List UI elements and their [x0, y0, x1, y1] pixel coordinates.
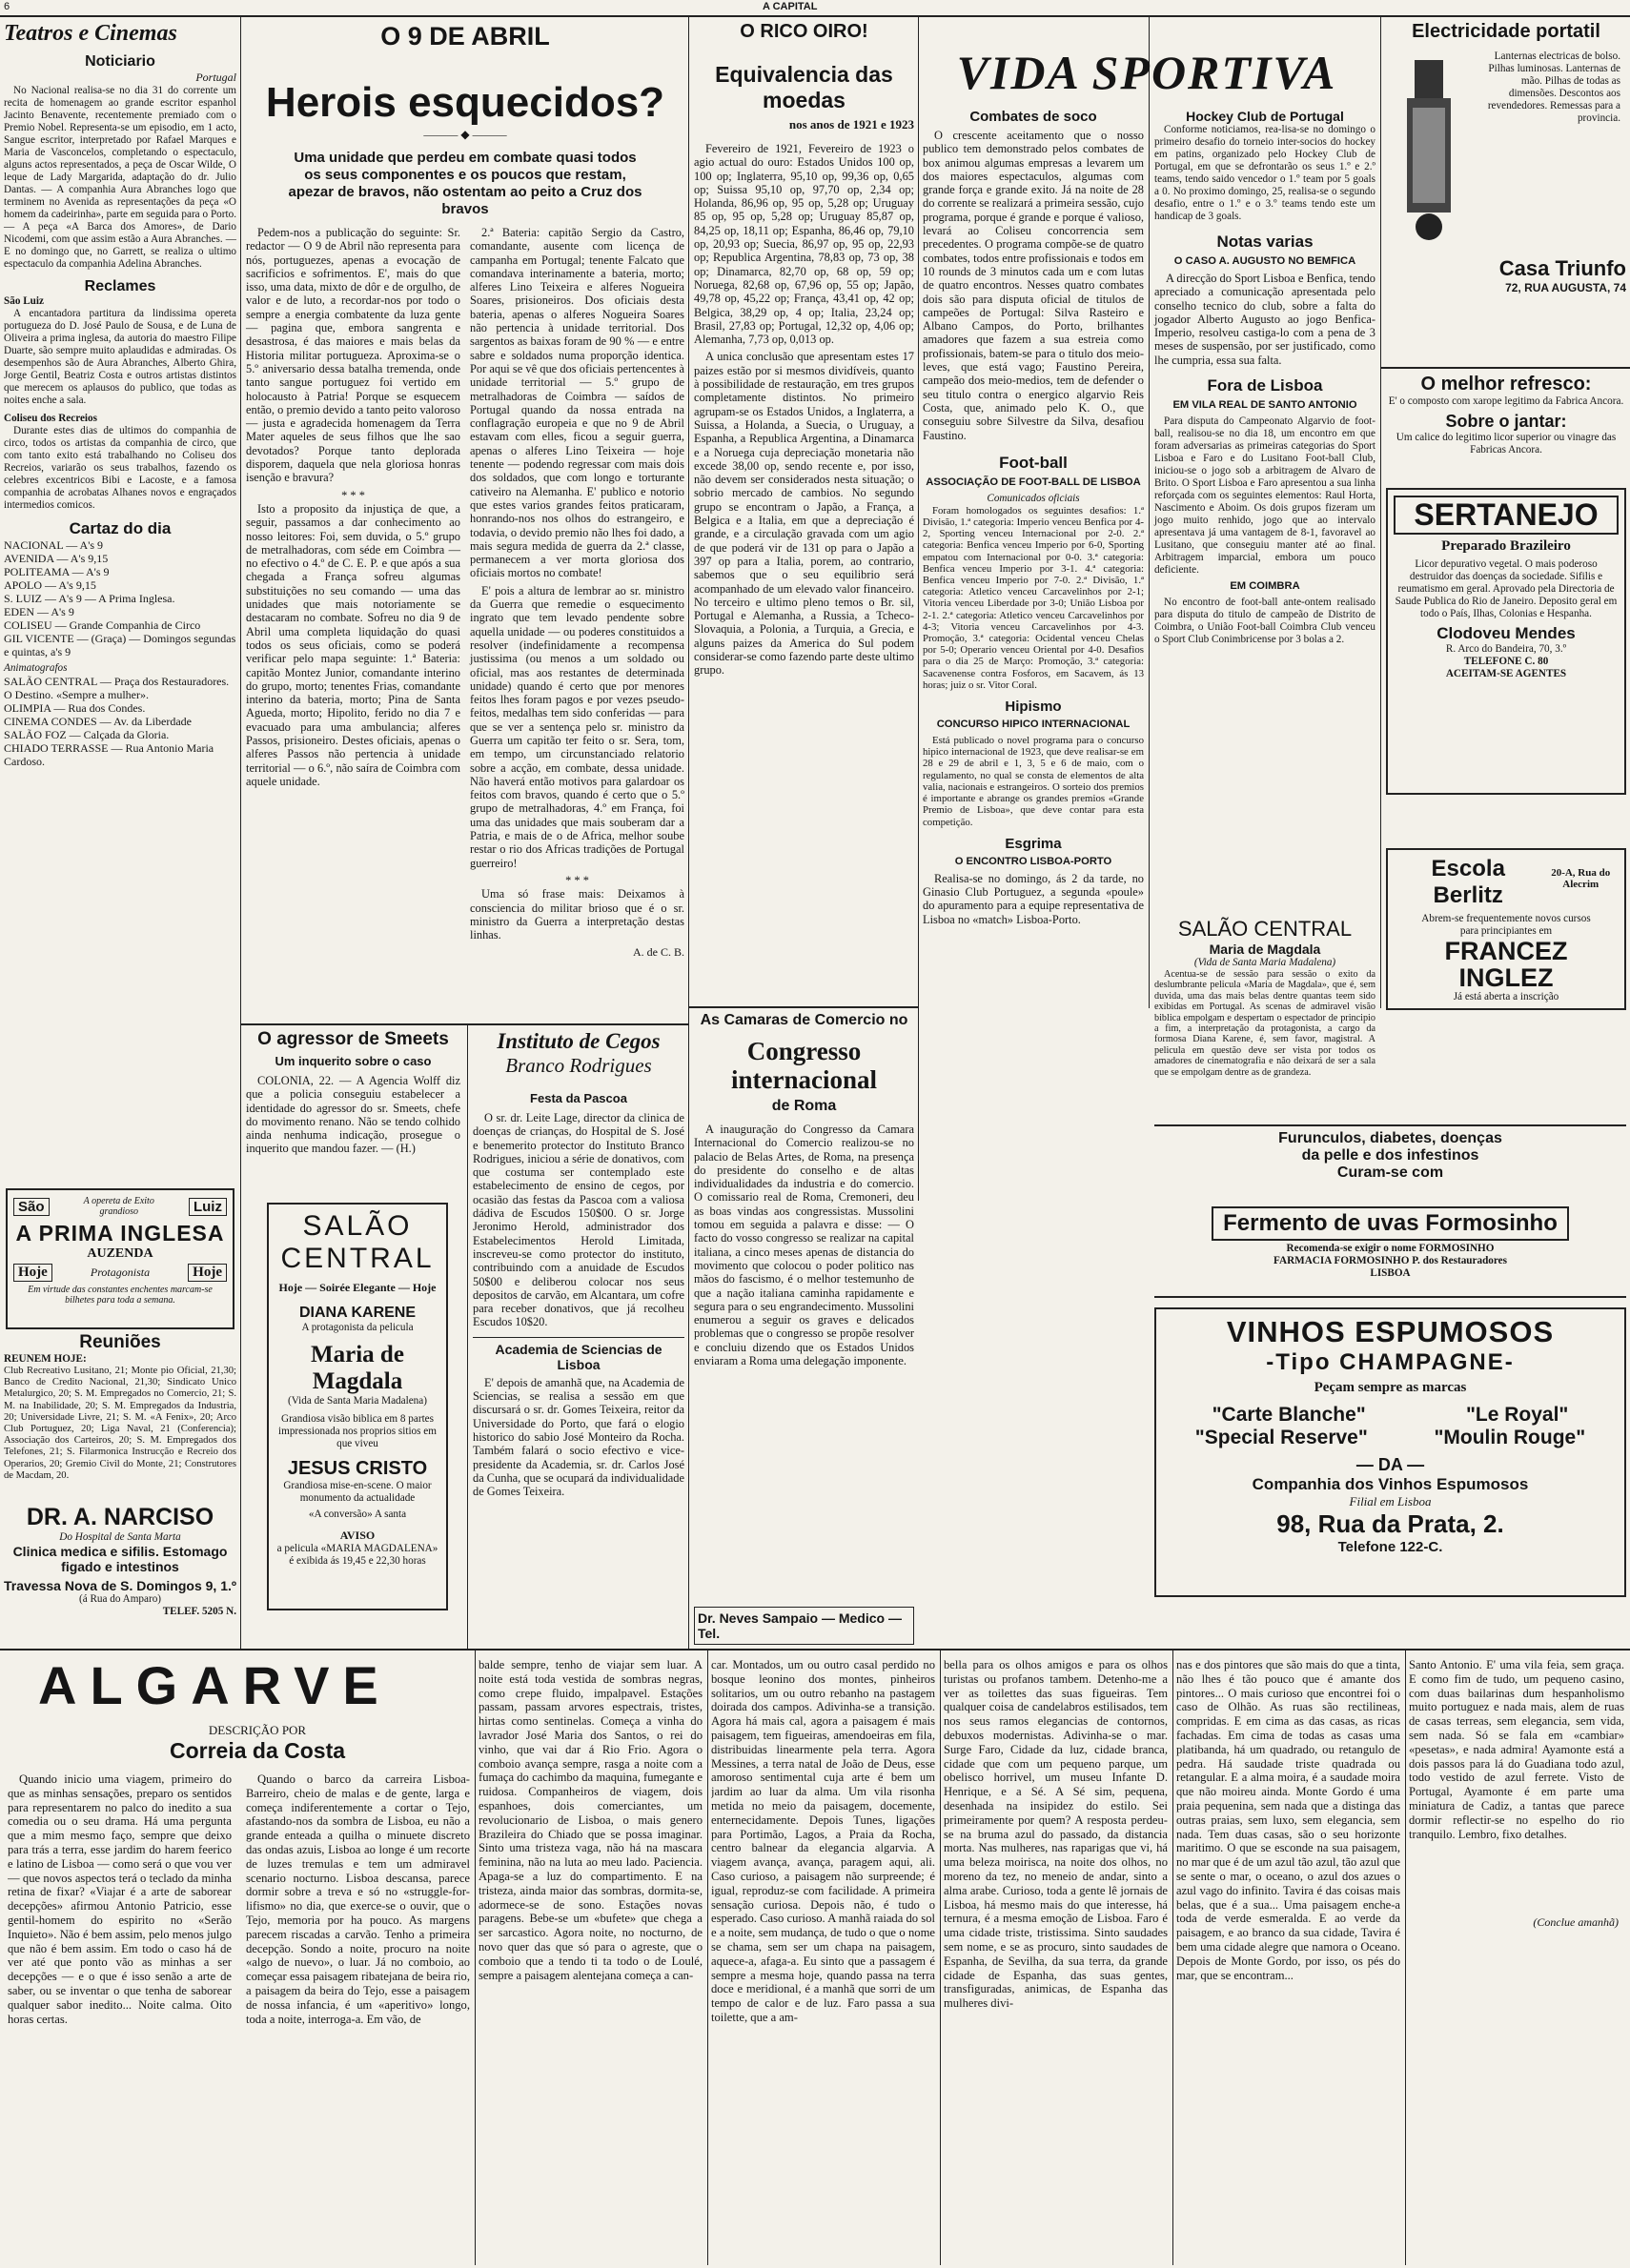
article-camaras — [694, 1012, 914, 1645]
section-title-theatres: Teatros e Cinemas — [4, 21, 177, 46]
algarve-col7: Santo Antonio. E' uma vila feia, sem graça. E como fim de tudo, um pequeno casino, com duas bailarinas dum hespanholismo muito portuguez e nada mais, alem de ruas de casas terreas, sem elegancia, sem vida, sem nada. Só se fala em «cambiar» «pesetas», e nada admira! Ayamonte está a dois passos para lá do Guadiana todo azul, todo vestido de azul ferrete. Visto de Portugal, Ayamonte é em parte uma miniatura de Cadiz, a tantas que parece dormir reflectir-se no espelho do rio tranquilo. Lembro, fixo detalhes. — [1409, 1658, 1624, 1841]
ad-vinhos-tel: Telefone 122-C. — [1337, 1539, 1443, 1555]
algarve-title: ALGARVE — [38, 1655, 392, 1715]
ad-vinhos-brand4: "Moulin Rouge" — [1434, 1427, 1586, 1448]
algarve-col2: Quando o barco da carreira Lisboa-Barreiro, cheio de malas e de gente, larga e começa indiferentemente a cortar o Tejo, afastando-nos da sombra de Lisboa, eu não a grande enteada a quilha o minuete discreto das ondas azuis, Lisboa ao longe é um recorte de luzes tremulas e tem um admiravel scenario nocturno. Lisboa descansa, parece dormir sobre a treva e só no «struggle-for-lifismo» no dia, que exerce-se o ouvir, que o Tejo, memoria por ha pouco. As margens parecem riscadas a carvão. Tenho a primeira decepção. Sondo a noite, procuro na noite «algo de nuevo», o luar. Já no comboio, ao começar essa paisagem ribatejana de beira rio, a paisagem da beira do Tejo, esse a paisagem de nossa infancia, é um «aperitivo» longo, toda a noite, interroga-a. Em vão, de — [246, 1772, 470, 2026]
smeets-body: COLONIA, 22. — A Agencia Wolff diz que a policia conseguiu estabelecer a identidade do agressor do sr. Smeets, chefe do movimento renano. Não se tendo colhido ainda nenhuma indicação, prosegue o inquerito que mandou fazer. — (H.) — [246, 1074, 460, 1156]
herois-stars: * * * — [341, 488, 365, 502]
notas-body: A direcção do Sport Lisboa e Benfica, tendo apreciado a comunicação apresentada pelo conselho tecnico do club, sobre a falta do jogador Alberto Augusto ao jogo Benfica-Imperio, resolveu castiga-lo com a pena de 3 meses de suspensão, por ser justificado, como lhe cumpria, essa sua falta. — [1154, 272, 1375, 367]
herois-body1: Pedem-nos a publicação do seguinte: Sr. redactor — O 9 de Abril não representa para nós, portuguezes, apenas a evocação de sacrificios e sofrimentos. E', mais do que isso, uma data, mixto de dôr e de orgulho, de valor e de luto, a recordar-nos por todo o sempre a energia combatente da luza gente — pagina que, embora sangrenta e desastrosa, é das maiores e mais belas da Historia militar portugueza. Aproxima-se o 5.º aniversario dessa batalha tremenda, onde tanto sangue portuguez foi vertido em holocausto à Patria! Porque se esquecem então, o premio devido a tanto peito valoroso — justa e agradecida homenagem da Terra Mater aqueles de seus filhos que lhe sao devotados? Porque tanto deplorada disporem, daquela que nela gloriosa honras isenção e bravura? — [246, 226, 460, 485]
instituto-heading: Instituto de Cegos — [497, 1029, 661, 1053]
article-instituto — [473, 1029, 684, 1645]
ad-sertanejo-tel: TELEFONE C. 80 — [1463, 656, 1549, 667]
ad-sertanejo-brand: Clodoveu Mendes — [1436, 624, 1576, 642]
cartaz-item: AVENIDA — A's 9,15 — [4, 552, 109, 565]
ad-refresco — [1386, 374, 1626, 480]
reclames-heading: Reclames — [84, 278, 156, 294]
coliseu-heading: Coliseu dos Recreios — [4, 413, 97, 424]
ad-opereta-note: A opereta de Exito grandioso — [83, 1196, 154, 1217]
noticiario-heading: Noticiario — [85, 53, 155, 70]
animatografos-list — [4, 675, 236, 768]
article-herois — [246, 21, 684, 1022]
moedas-headline: Equivalencia das moedas — [715, 62, 893, 112]
herois-body4: E' pois a altura de lembrar ao sr. ministro da Guerra que remedie o esquecimento ingrato que tem levado pendente sobre aquella unidade — ou poderes constituidos a resolver (indefinidamente a recompensa justissima (ou menos a um soldado ou oficial, mas aos restantes de determinada unidade) quando é certo que por menores feitos lhes foram pagos e por vezes pseudo-feitos, medalhas tem sido conferidas — para que se ver a sentença pelo sr. ministro da Guerra um capitão ter feito o sr. Sera, tom, em tempo, um circunstanciado relatorio sobre a acção, em combate, dessa unidade. Não haverá então motivos para galardoar os feitos com bravos, quando é certo que o 5.º grupo de metralhadoras, 4.º em França, foi uma das unidades que mais souberam dar a Patria, e mais de o de Africa, melhor soube restar o rio dos Africas tradições de Portugal guerreiro! — [470, 583, 684, 870]
ad-vinhos-ask: Peçam sempre as marcas — [1314, 1380, 1467, 1395]
cartaz-item: EDEN — A's 9 — [4, 605, 74, 618]
ad-furunculos-line2: da pelle e dos infestinos — [1301, 1147, 1479, 1164]
smeets-sub: Um inquerito sobre o caso — [275, 1054, 432, 1068]
soco-body: O crescente aceitamento que o nosso publico tem demonstrado pelos combates de box animou algumas empresas a levarem um dos maiores espectaculos, algumas com grande força e grande exito. Já na noite de 28 do corrente se realizará a primeira sessão, cujo programa, porque é grande e porque é valioso, levará ao Coliseu concorrencia sem precedentes. O programa compõe-se de quatro combates, todos entre profissionais e todos em 10 rounds de 3 minutos cada um e com lutas de quatro encontros. Nesses quatro combates dois são para disputa oficial de titulos de campeões de Portugal: Silva Rasteiro e Albano Campos, do Porto, brilhantes amadores que fazem a sua estreia como profissionais, batem-se para o titulo dos meio-leves, que está vago; Faustino Pereira, campeão dos meio-medios, tem de defender o seu titulo contra o energico algarvio Reis Costa, que, animado pelo K. O., que conseguiu sobre Silvestre da Silva, desafiou Faustino. — [923, 129, 1144, 442]
academia-heading: Academia de Sciencias de Lisboa — [473, 1337, 684, 1372]
ad-salao-film: Maria de Magdala — [311, 1342, 404, 1394]
algarve-author: Correia da Costa — [169, 1738, 346, 1763]
ad-refresco-title2: Sobre o jantar: — [1445, 412, 1567, 431]
notas-sub: O CASO A. AUGUSTO NO BEMFICA — [1173, 255, 1356, 267]
animatografo-item: SALÃO FOZ — Calçada da Gloria. — [4, 728, 170, 741]
camaras-place: de Roma — [771, 1098, 837, 1114]
herois-headline: Herois esquecidos? — [265, 79, 665, 126]
ad-berlitz-l2: para principiantes em — [1459, 925, 1553, 937]
ad-salao-conv: «A conversão» A santa — [308, 1509, 407, 1520]
ad-salao-star: DIANA KARENE — [298, 1305, 417, 1321]
reunioes-section — [4, 1332, 236, 1481]
ad-salao-title2: CENTRAL — [280, 1243, 435, 1274]
ad-fermento-city: LISBOA — [1370, 1267, 1411, 1279]
cartaz-item: POLITEAMA — A's 9 — [4, 565, 110, 578]
cartaz-item: S. LUIZ — A's 9 — A Prima Inglesa. — [4, 592, 175, 605]
herois-body2: Isto a proposito da injustiça de que, a seguir, passamos a dar conhecimento ao nosso leitores: Foi, sem duvida, o 5.º grupo de metralhadoras, com séde em Coimbra — no efectivo o 4.º de C. E. P. e que após a sua chegada a França sofreu algumas substituições no seu comando — uma das unidades que mais notoriamente se destacaram no combate. Sofreu no dia 9 de Abril uma completa liquidação do quasi todos os seus oficiais, como se poderá verificar pelo mapa seguinte: 1.ª Bateria: capitão Montez Junior, comandante interino do grupo, morto; tenentes Frias, comandante interino da bateria, morto; Pina de Santa Agueda, morto; Hipolito, ferido no dia 7 e evacuado para uma ambulancia; alferes Passos, prisioneiro. Destes oficiais, apenas o alferes Passos não pertencia à unidade territorial — o 6.º, não saíra de Coimbra com aquele unidade. — [246, 501, 460, 788]
ad-vinhos-brand3: "Special Reserve" — [1194, 1427, 1368, 1448]
soco-heading: Combates de soco — [969, 109, 1097, 125]
animatografos-heading: Animatografos — [4, 662, 68, 674]
football-body: Foram homologados os seguintes desafios: 1.ª Divisão, 1.ª categoria: Imperio venceu Benfica por 4-2, Sporting venceu Internacional por 2-0. 2.ª categoria: Benfica venceu Imperio por 6-0, Sporting empatou com Internacional por 0-0. 3.ª categoria: Benfica venceu Imperio por 3-1. 4.ª categoria: Benfica venceu Imperio por 7-0. 2.ª Divisão, 1.ª categoria: Atletico venceu Carcavelinhos por 2-1; Vitoria venceu Liberdade por 3-0; União Lisboa por 2-1. 2.ª categoria: Atletico venceu Carcavelinhos por 4-3; Vitoria venceu Carcavelinhos por 4-3. Promoção, 3.ª categoria: Ocidental venceu Chelas por 5-0; Operario venceu Oriental por 4-0. Desafios para o dia 25 de Março: Promoção, 3.ª categoria: Sacavenense contra Fosforos, em Sacavem, ás 13 horas; juiz o sr. Vitor Coral. — [923, 504, 1144, 691]
ad-elec-addr: 72, RUA AUGUSTA, 74 — [1505, 281, 1626, 294]
algarve-col3: balde sempre, tenho de viajar sem luar. A noite está toda vestida de sombras negras, como crepe fluido, impalpavel. Estações passam, passam arvores espectrais, tristes, hirtas como sentinelas. Começa a vinha do lavrador José Maria dos Santos, o rei do vinho, que vai dar á Rio Frio. Agora o comboio avança sempre, rasga a noite com a fumaça do cachimbo da maquina, fumegante e ruidosa. Companheiros de viagem, dois espanhoes, dois comerciantes, um revolucionario de Lisboa, o mais genero Brazileira do Chiado que se possa imaginar. Sinto uma tristeza vaga, não há na mascara feminina, não na luta ao meu lado. Paciencia. Apaga-se a luz do compartimento. E na tristeza, ainda maior das sombras, dormita-se, adormece-se de sono. Estações novas paragens. Bebe-se um «bufete» que chega a ser sarcastico. Agora noite, no nocturno, de novo quer das que só para o agreste, que o comboio que a tendo ti ta todo o de Loulé, sempre a paisagem alentejana começa a can- — [479, 1658, 703, 1982]
moedas-kicker: O RICO OIRO! — [740, 21, 868, 42]
ad-sertanejo-agents: ACEITAM-SE AGENTES — [1445, 668, 1567, 679]
ad-furunculos — [1154, 1124, 1626, 1206]
vida-sportiva-title: VIDA SPORTIVA — [956, 46, 1337, 99]
ad-elec-shop: Casa Triunfo — [1498, 256, 1626, 280]
ad-berlitz-addr: 20-A, Rua do Alecrim — [1551, 867, 1611, 890]
ad-vinhos-branch: Filial em Lisboa — [1349, 1494, 1432, 1509]
ad-salao-jesus-sub: Grandiosa mise-en-scene. O maior monumento da actualidade — [283, 1480, 432, 1504]
algarve-col6: nas e dos pintores que são mais do que a tinta, não lhes é tão pouco que é amante dos pintores... O mais curioso que encontrei foi o caso de Olhão. As ruas são rectilineas, compridas. E em cima as das casas, as ricas fachadas. Em cima de todas as casas uma platibanda, há um quadrado, ou retangulo de pedra. Há saudade triste quadrada ou retangular. E a alma moira, é a saudade moira que não moireu ainda. Monte Gordo é uma praia pequenina, sem nada que a distinga das outras praias, sem luxo, sem elegancia, sem nada. Tem duas casas, são o seu horizonte maritimo. O que se esconde na sua paisagem, no mar que é de um azul tão azul, tão azul que se sente o mar, o oceano, o azul dos azues o azul vago do infinito. Tavira é das coisas mais belas, que é a sua... Uma paisagem enche-a toda de verde esmeralda. E ao verde da paisagem, e ao branco da sua cidade, Tavira é bem uma cidade alegre que namora o Oceano. Depois de Monte Gordo, por isso, os pés do mar, que se encontram... — [1176, 1658, 1400, 1982]
page-number: 6 — [4, 1, 10, 12]
ad-berlitz-l3: Já está aberta a inscrição — [1453, 991, 1559, 1002]
instituto-body: O sr. dr. Leite Lage, director da clinica de doenças de crianças, do Hospital de S. José e benemerito protector do Instituto Branco Rodrigues, iniciou a série de donativos, com que costuma ser contemplado este estabelecimento de ensino de cegos, por ocasião das festas da Pascoa com a valiosa dádiva de Escudos 150$00. O sr. Jorge Jeronimo Herold, administrador dos Estabelecimentos Herold Limitada, inscreveu-se como protector do instituto, contribuindo com a anuidade de Escudos 50$00 e deliberou colocar nos seus depositos de carvão, em Alcantara, um cofre para receber donativos, que já recolheu Escudos 10$20. — [473, 1111, 684, 1329]
ad-narciso — [4, 1504, 236, 1645]
esgrima-sub: O ENCONTRO LISBOA-PORTO — [954, 855, 1112, 867]
animatografo-item: CHIADO TERRASSE — Rua Antonio Maria Cardoso. — [4, 741, 214, 768]
ad-sertanejo-addr: R. Arco do Bandeira, 70, 3.º — [1445, 643, 1567, 655]
animatografo-item: SALÃO CENTRAL — Praça dos Restauradores. O Destino. «Sempre a mulher». — [4, 675, 230, 701]
ad-neves-sampaio: Dr. Neves Sampaio — Medico — Tel. — [694, 1607, 914, 1645]
herois-col-a — [246, 226, 460, 960]
algarve-col5: bella para os olhos amigos e para os olhos turistas ou profanos tambem. Detenho-me a ver as toilettes das suas figueiras. Tem qualquer coisa de candelabros estilisados, tem nos seus ramos elegancias de contornos, debuxos modernistas. Adivinha-se o mar. Surge Faro, Cidade da luz, cidade branca, cidade que com um pequeno parque, um obelisco horrivel, um museu Infante D. Henrique, e a Sé. A Sé sim, pequena, desenhada na insipidez do estilo. Sei primeiramente por quem? A resposta perdeu-se na bruma azul do passado, da distancia morta. Nas mulheres, nas raparigas que vi, há uma beleza moirisca, na noite dos olhos, no moreno da tez, no meneio de andar, sinto a alma arabe. Curioso, toda a gente lê jornais de Lisboa, há mesmo mais do que interesse, há ternura, é a mesma emoção de Lisboa. Faro é uma cidade triste, tristissima. Sinto saudades sem nome, e se as procuro, sinto saudades de Espanha, de Sevilha, da sua terra, da grande cidade de Espanha, das suas gentes, transfiguradas, animicas, de Espanha das mulheres divi- — [944, 1658, 1168, 2011]
instituto-sub: Festa da Pascoa — [530, 1091, 627, 1105]
ad-sertanejo-body: Licor depurativo vegetal. O mais poderoso destruidor das doenças da sociedade. Sifilis e reumatismo em geral. Aprovado pela Directoria de Saude Publica do Rio de Janeiro. Deposito geral em todo o País, Ilhas, Colonias e Hespanha. — [1395, 558, 1618, 619]
ad-vinhos-brand1: "Carte Blanche" — [1212, 1404, 1366, 1426]
reunioes-heading: Reuniões — [79, 1332, 161, 1352]
ad-fermento-sub: Recomenda-se exigir o nome FORMOSINHO — [1286, 1243, 1495, 1254]
ad-vinhos-addr: 98, Rua da Prata, 2. — [1276, 1509, 1504, 1538]
coliseu-body: Durante estes dias de ultimos do companhia de circo, todos os artistas da companhia de circo, que com tanto exito está trabalhando no Coliseu dos Recreios, variarão os seus trabalhos, fazendo os celebres excentricos Bibi e Lacoste, e a famosa companhia de acrobatas Alhanes novos e engraçados intermedios comicos. — [4, 425, 236, 511]
herois-signature: A. de C. B. — [633, 945, 684, 960]
noticiario-sub: Portugal — [195, 71, 236, 84]
reclames-sub: São Luiz — [4, 295, 44, 307]
hockey-heading: Hockey Club de Portugal — [1186, 109, 1344, 124]
hockey-body: Conforme noticiamos, rea-lisa-se no domingo o primeiro desafio do torneio inter-socios do hockey em patins, organizado pelo Hockey Club de Portugal, em que se defrontarão os seus 1.º e 2.º teams, tendo saido vencedor o 1.º team por 5 goals a 0. No proximo domingo, 25, realisa-se o segundo desafio, entre o 1.º e o 3.º teams tendo este um handicap de 3 goals. — [1154, 124, 1375, 222]
ad-fermento-name: Fermento de uvas Formosinho — [1212, 1206, 1569, 1241]
ad-berlitz-lang1: FRANCEZ — [1444, 937, 1568, 965]
ad-narciso-name: DR. A. NARCISO — [26, 1504, 214, 1530]
notas-heading: Notas varias — [1216, 233, 1314, 251]
ad-berlitz-lang2: INGLEZ — [1458, 963, 1554, 992]
ad-narciso-addr: Travessa Nova de S. Domingos 9, 1.º — [4, 1578, 236, 1593]
ad-sao-label: São — [13, 1198, 50, 1216]
ad-furunculos-line3: Curam-se com — [1336, 1164, 1444, 1181]
fora-heading: Fora de Lisboa — [1207, 376, 1323, 395]
herois-deck: Uma unidade que perdeu em combate quasi todos os seus componentes e os poucos que restam, apezar de bravos, não ostentam ao peito a Cruz dos bravos — [288, 150, 642, 217]
fora-body: Para disputa do Campeonato Algarvio de foot-ball, realisou-se no dia 18, um encontro em que foram adversarias as primeiras categorias do Sport Lisboa e Faro e do Lusitano Foot-ball Club, iniciou-se o jogo sob a arbitragem de Alvaro de Brito. O Sport Lisboa e Faro apresentou a sua linha reforçada com os seguintes elementos: Raul Horta, Nascimento e Aboim. Os dois grupos fizeram um jogo muito renhido, jogo que ao intervalo apresentava já uma vantagem de 8-1, favoravel ao Lusitano, que conseguiu manter até ao final. Arbitragem imparcial, embora um pouco deficiente. — [1154, 415, 1375, 577]
moedas-subhead: nos anos de 1921 e 1923 — [788, 117, 914, 132]
noticiario-body: No Nacional realisa-se no dia 31 do corrente um recita de homenagem ao grande escritor espanhol Jacinto Benavente, recentemente premiado com o Premio Nobel. Representa-se um episodio, em 1 acto, Sangue escritor, interpretado por Rafael Marques e Maria de Vasconcelos, completando o espectaculo, alguns actos representados, a peça de Oscar Wilde, O leque de Lady Margarida, adaptação do dr. Julio Dantas. — A companhia Aura Abranches logo que terminem no Avenida as representações da peça «O homem da cadeirinha», parte em seguida para o Porto. — A peça «A Barca dos Amores», de Dario Nicodemi, com que assim estão a Aura Abranches. — E no domingo que, no Garrett, se realiza o ultimo espectaculo da companhia Adelina Abranches. — [4, 85, 236, 270]
cartaz-item: NACIONAL — A's 9 — [4, 538, 104, 552]
ad-vinhos-company: Companhia dos Vinhos Espumosos — [1252, 1475, 1529, 1493]
ad-furunculos-line1: Furunculos, diabetes, doenças — [1278, 1130, 1502, 1146]
ad-salao-note: Grandiosa visão biblica em 8 partes impressionada nos proprios sitios em que viveu — [278, 1413, 437, 1449]
ad-refresco-body: E' o composto com xarope legitimo da Fabrica Ancora. — [1388, 395, 1624, 407]
ad-salao-jesus: JESUS CRISTO — [287, 1458, 428, 1479]
academia-body: E' depois de amanhã que, na Academia de Sciencias, se realisa a sessão em que discursará o sr. dr. Gomes Teixeira, reitor da Universidade do Porto, que fará o elogio historico do sabio José Monteiro da Rocha. Também falará o socio efectivo e vice-presidente da Academia, sr. dr. Carlos José da Cunha, que se ocupará da individualidade de Gomes Teixeira. — [473, 1375, 684, 1499]
instituto-heading2: Branco Rodrigues — [505, 1054, 652, 1077]
ad-narciso-sub: Do Hospital de Santa Marta — [59, 1531, 181, 1543]
col-sport-b — [1154, 109, 1375, 1014]
ad-sertanejo — [1386, 488, 1626, 795]
ad-refresco-title: O melhor refresco: — [1420, 374, 1592, 395]
salao-central-review — [1154, 917, 1375, 1079]
moedas-body2: A unica conclusão que apresentam estes 17 paizes estão por si mesmos dividíveis, quanto à possibilidade de restauração, em tres grupos completamente distintos. No primeiro agrupam-se os Estados Unidos, a Inglaterra, a Suissa, a Holanda, a Suecia, o Uruguay, a Espanha, a Republica Argentina, a Dinamarca e a Noruega cuja depreciação monetaria não excede 38,00 op, sendo recente e, por isso, não devem ser considerados nesta situação; o sobrio mercado de cambios. No segundo grupo se encontram o Japão, a França, a Belgica e a Italia, em que a depreciação é grande, e a circulação gravada com um agio de que poderá vir de 131 op para o Japão a 397 op para a Italia, porem, ao contrario, sabemos que o seu equilibrio será acompanhado de um elevado valor financeiro. No terceiro e ultimo pleno temos o Br. sil, Portugal e Alemanha, a Russia, a Tcheco-Slovaquia, a Polonia, a Turquia, a Grecia, e alguns paizes da America do Sul podem considerar-se como fazendo parte deste ultimo grupo. — [694, 350, 914, 678]
salao-review-sub: (Vida de Santa Maria Madalena) — [1193, 957, 1336, 968]
cartaz-item: COLISEU — Grande Companhia de Circo — [4, 618, 201, 632]
salao-review-body: Acentua-se de sessão para sessão o exito da deslumbrante pelicula «Maria de Magdala», que é, sem duvida, uma das mais belas dentre quantas teem sido exibidas em Portugal. As scenas de admiravel visão biblica empolgam e despertam o espectador de principio a fim, a interpretação da protagonista, a cargo da formosa Diana Karene, é, sem favor, magistral. A pelicula em questão deve ser vista por todos os amadores de cinematografia e não deixará de ser a sala que se empolgam dentre as de grandeza. — [1154, 969, 1375, 1078]
ad-vinhos-title: VINHOS ESPUMOSOS — [1226, 1315, 1555, 1348]
ad-elec-title: Electricidade portatil — [1412, 21, 1600, 42]
coimbra-body: No encontro de foot-ball ante-ontem realisado para disputa do titulo de campeão de Distrito de Coimbra, o União Foot-ball Coimbra Club venceu o Sport Club Conimbricense por 3 bolas a 2. — [1154, 597, 1375, 646]
camaras-big: Congresso internacional — [731, 1037, 877, 1094]
ad-sao-luiz — [6, 1188, 234, 1329]
ad-salao-aviso: AVISO — [339, 1529, 376, 1542]
algarve-col4: car. Montados, um ou outro casal perdido no bosque leonino dos montes, pinheiros solitarios, um ou outro rebanho na pastagem doirada dos campos. Adivinha-se a transição. Agora há mais cal, agora a paisagem é mais paisagem, tem figueiras, amendoeiras em fila, distribuidas linearmente pela terra. Agora Messines, a terra natal de João de Deus, esse amoroso sentimental cuja arte é bem um jardim ao luar da alma. Um vila risonha metida no meio da paisagem, docemente, enternecidamente. Depois Tunes, ligações para Portimão, Lagos, a Praia da Rocha, centro balnear da elegancia algarvia. A viagem avança, avança, paragem aqui, ali. Caso curioso, a paisagem não surpreende; é igual, reproduz-se com facilidade. A primeira sensação curiosa. Depois não, é tudo o esperado. Caso curioso. A manhã raiada do sol e a noite, sem mudança, de tudo o que o nome se chama, sem ser um chapa na paisagem, aquece-a, afaga-a. Eu sinto que a passagem é sempre a mesma hoje, quando passa na terra doce e meridional, é a manhã que sorri de um tempo de calor e de luz. Faro passa a sua toilette, que a am- — [711, 1658, 935, 2024]
ad-berlitz-title: Escola Berlitz — [1431, 856, 1505, 908]
ad-sao-luiz-note: Em virtude das constantes enchentes marcam-se bilhetes para toda a semana. — [28, 1285, 213, 1306]
ad-luiz-label: Luiz — [189, 1198, 227, 1216]
ad-vinhos — [1154, 1307, 1626, 1597]
ad-hoje-left: Hoje — [13, 1264, 52, 1282]
animatografo-item: OLIMPIA — Rua dos Condes. — [4, 701, 146, 715]
salao-review-film: Maria de Magdala — [1209, 942, 1321, 957]
esgrima-body: Realisa-se no domingo, ás 2 da tarde, no Ginasio Club Portuguez, a segunda «poule» do apuramento para a equipe representativa de Lisboa no «match» Lisboa-Porto. — [923, 871, 1144, 926]
ad-vinhos-brand2: "Le Royal" — [1465, 1404, 1569, 1426]
football-heading: Foot-ball — [999, 453, 1068, 472]
ad-narciso-addr2: (á Rua do Amparo) — [78, 1593, 162, 1605]
salao-review-heading: SALÃO CENTRAL — [1177, 917, 1353, 941]
ad-salao-film-sub: (Vida de Santa Maria Madalena) — [288, 1395, 427, 1407]
hipismo-sub: CONCURSO HIPICO INTERNACIONAL — [936, 719, 1131, 731]
ad-prima-inglesa: A PRIMA INGLESA — [15, 1221, 225, 1245]
ad-berlitz — [1386, 848, 1626, 1010]
animatografo-item: CINEMA CONDES — Av. da Liberdade — [4, 715, 192, 728]
col-sport-a — [923, 109, 1144, 1643]
hipismo-heading: Hipismo — [1005, 699, 1062, 716]
herois-col-b — [470, 226, 684, 960]
ad-vinhos-da: — DA — — [1355, 1455, 1425, 1474]
ad-narciso-tel: TELEF. 5205 N. — [162, 1606, 236, 1617]
cartaz-heading: Cartaz do dia — [69, 519, 172, 537]
herois-stars-2: * * * — [565, 873, 589, 887]
ad-salao-central — [267, 1203, 448, 1610]
cartaz-item: APOLO — A's 9,15 — [4, 578, 96, 592]
esgrima-heading: Esgrima — [1005, 835, 1062, 852]
ad-hoje-right: Hoje — [188, 1264, 227, 1282]
ad-salao-aviso-body: a pelicula «MARIA MAGDALENA» é exibida ás 19,45 e 22,30 horas — [276, 1543, 438, 1567]
smeets-heading: O agressor de Smeets — [257, 1029, 449, 1049]
algarve-byline: DESCRIÇÃO POR — [208, 1723, 307, 1737]
ad-vinhos-sub: -Tipo CHAMPAGNE- — [1266, 1349, 1515, 1375]
herois-body3: 2.ª Bateria: capitão Sergio da Castro, comandante, ausente com licença de campanha em Portugal; tenente Falcato que comandava interinamente a bateria, morto; alferes Lino Teixeira e alferes Nogueira Soares, prisioneiros. Dos oficiais desta bateria, apenas o alferes Nogueira Soares não pertencia à unidade territorial. Dos sargentos as baixas foram de 90 % — e entre sabre e soldados numa proporção identica. Por aqui se vê que dos oficiais pertencentes à unidade territorial — 5.º grupo de metralhadoras de Coimbra — saídos de Portugal quando da nossa entrada na conflagração europeia e que no 9 de Abril estavam com elles, ficou a seguir guerra, apenas o alferes Lino Teixeira — hoje tenente — podendo regressar com mais dois dos soldados, que com longo e torturante cativeiro na Alemanha. E' publico e notorio que estes varios grandes feitos praticaram, honrando-nos nos olhos do estrangeiro, e todavia, o devido premio não lhes foi dado, a mais segura medida de guerra da 2.ª classe, permanecem a ver morta gloriosa dos oficiais mortos no combate! — [470, 226, 684, 580]
ad-sertanejo-title: SERTANEJO — [1394, 496, 1619, 535]
reunioes-body: Club Recreativo Lusitano, 21; Monte pio Oficial, 21,30; Banco de Credito Nacional, 21,30; Sindicato Unico Metalurgico, 20; S. M. Empregados no Comercio, 21; S. M. na Inabilidade, 20; S. M. Empregados da Industria, 20; Universidade Livre, 21; S. M. «A Fenix», 20; Arco Club Portuguez, 20; Liga Naval, 21 (Conferencia); Associação dos Carteiros, 20; S. M. Empregados dos Telefones, 21; S. Filarmonica Instrucção e Recreio dos Operarios, 20; Gremio Civil do Monte, 21; Construtores de Macdam, 20. — [4, 1366, 236, 1481]
flashlight-icon — [1386, 51, 1472, 251]
ad-salao-desc: A protagonista da pelicula — [301, 1322, 414, 1333]
algarve-col1: Quando inicio uma viagem, primeiro do que as minhas sensações, preparo os sentidos para representarem no palco do inedito a sua comedia ou o seu drama. Há uma pergunta que a mim mesmo faço, sempre que deixo para trás a terra, esse jardim do harem feerico e latino de Lisboa — como será o que vou ver — que novos aspectos terá o teclado da minha retina de fixar? «Viajar é a arte de saborear decepções» afirmou Antonio Patricio, esse gentil-homem do espirito no «Serão Inquieto». Não é bem assim, pelo menos julgo que não é bem assim. Em todo o caso há de ver até que ponto vão as minhas a ser decepções — e o que é isso senão a arte de saber, ou se inventar o que tenha de saborear qualquer sabor inedito... Noite calma. Oito horas certas. — [8, 1772, 232, 2026]
ad-elec-body: Lanternas electricas de bolso. Pilhas luminosas. Lanternas de mão. Pilhas de todas as dimensões. Descontos aos revendedores. Remessas para a provincia. — [1487, 51, 1620, 124]
cartaz-list — [4, 538, 236, 658]
cartaz-item: GIL VICENTE — (Graça) — Domingos segundas e quintas, a's 9 — [4, 632, 236, 658]
ad-sertanejo-sub: Preparado Brazileiro — [1441, 538, 1571, 554]
ad-fermento-pharm: FARMACIA FORMOSINHO P. dos Restauradores — [1273, 1255, 1507, 1266]
ad-narciso-line1: Clinica medica e sifilis. Estomago — [12, 1544, 228, 1559]
ad-narciso-line2: figado e intestinos — [61, 1559, 179, 1574]
algarve-concluir: (Conclue amanhã) — [1533, 1915, 1619, 1929]
hipismo-body: Está publicado o novel programa para o concurso hipico internacional de 1923, que deve realisar-se em 28 e 29 de abril e 1, 3, 5 e 6 de maio, com o regulamento, no qual se consta de elementos de alta valia, nacionais e estrangeiros. O sorteio dos premios é importante e abrange os grandes premios «Grande Premio de Lisboa», que deve contar para esta competição. — [923, 735, 1144, 828]
ad-salao-when: Hoje — Soirée Elegante — Hoje — [278, 1281, 437, 1294]
page-header — [0, 0, 1630, 15]
newspaper-name: A CAPITAL — [763, 1, 818, 12]
moedas-body: Fevereiro de 1921, Fevereiro de 1923 o agio actual do ouro: Estados Unidos 100 op, 100 op; Inglaterra, 95,10 op, 99,36 op, 0,65 op; Suissa 95,10 op, 97,70 op, 2,34 op; Holanda, 86,96 op, 95 op, 5,28 op; Uruguay 85 op, 95 op, 5,28 op; Uruguay 85,87 op, 84,25 op, 18,11 op; Espanha, 86,46 op, 79,10 op, 20,93 op; Suecia, 86,97 op, 95 op, 22,93 op; Republica Argentina, 78,83 op, 73 op, 38 op; Dinamarca, 82,70 op, 68 op, 59 op; Noruega, 82,68 op, 67,96 op, 55 op; Japão, 49,78 op, 45,22 op; França, 43,41 op, 42 op; Belgica, 38,29 op, 4 op; Italia, 23,24 op; Brasil, 27,83 op; Portugal, 12,32 op, 4,06 op; Alemanha, 7,73 op, 0,013 op. — [694, 142, 914, 347]
ad-berlitz-l1: Abrem-se frequentemente novos cursos — [1421, 913, 1591, 924]
ad-electricidade — [1386, 21, 1626, 364]
ad-salao-title1: SALÃO — [302, 1210, 413, 1242]
article-smeets — [246, 1029, 460, 1172]
football-sub2: Comunicados oficiais — [987, 492, 1080, 504]
reclames-body: A encantadora partitura da lindissima opereta portugueza do D. José Paulo de Sousa, e de Luna de Oliveira a prima inglesa, da autoria do maestro Filipe Duarte, são sempre muito aplaudidas e admiradas. Os desempenhos são de Aura Abranches, Alberto Ghira, Jorge Gentil, Beatriz Costa e outros artistas distintos que merecem os aplausos do publico, que todas as noites enche a sala. — [4, 308, 236, 406]
ad-protagonista: Protagonista — [90, 1266, 151, 1279]
herois-body5: Uma só frase mais: Deixamos à consciencia do militar brioso que é o sr. ministro da Guerra a interpretação destas linhas. — [470, 887, 684, 942]
reunioes-sub: REUNEM HOJE: — [4, 1353, 87, 1365]
fora-sub: EM VILA REAL DE SANTO ANTONIO — [1172, 399, 1357, 412]
coimbra-heading: EM COIMBRA — [1230, 580, 1300, 593]
herois-divider: ——— ◆ ——— — [423, 128, 507, 141]
article-moedas — [694, 21, 914, 1002]
ad-fermento — [1154, 1206, 1626, 1298]
herois-kicker: O 9 DE ABRIL — [380, 22, 550, 51]
camaras-body: A inauguração do Congresso da Camara Internacional do Comercio realizou-se no palacio de Belas Artes, de Roma, na presença do presidente do conselho e de altas individualidades da industria e do comercio. O comissario real de Roma, Cremoneri, deu as boas vindas aos congressistas. Mussolini tomou em seguida a palavra e disse: — O facto do vosso congresso se realizar na capital italiana, a cinco meses apenas de distancia do movimento que colocou o poder politico nas mãos do fascismo, é o melhor testemunho de que a nação italiana caminha rapidamente e segura para o seu engrandecimento. Mussolini enumerou a seguir os graves e delicados problemas que o congresso se propõe resolver e concluiu dizendo que os Estados Unidos enviaram a Roma uma delegação imponente. — [694, 1123, 914, 1368]
camaras-heading: As Camaras de Comercio no — [700, 1012, 908, 1028]
football-sub: ASSOCIAÇÃO DE FOOT-BALL DE LISBOA — [926, 476, 1141, 488]
ad-auzenda: AUZENDA — [87, 1246, 153, 1261]
ad-refresco-body2: Um calice do legitimo licor superior ou vinagre das Fabricas Ancora. — [1396, 432, 1617, 456]
